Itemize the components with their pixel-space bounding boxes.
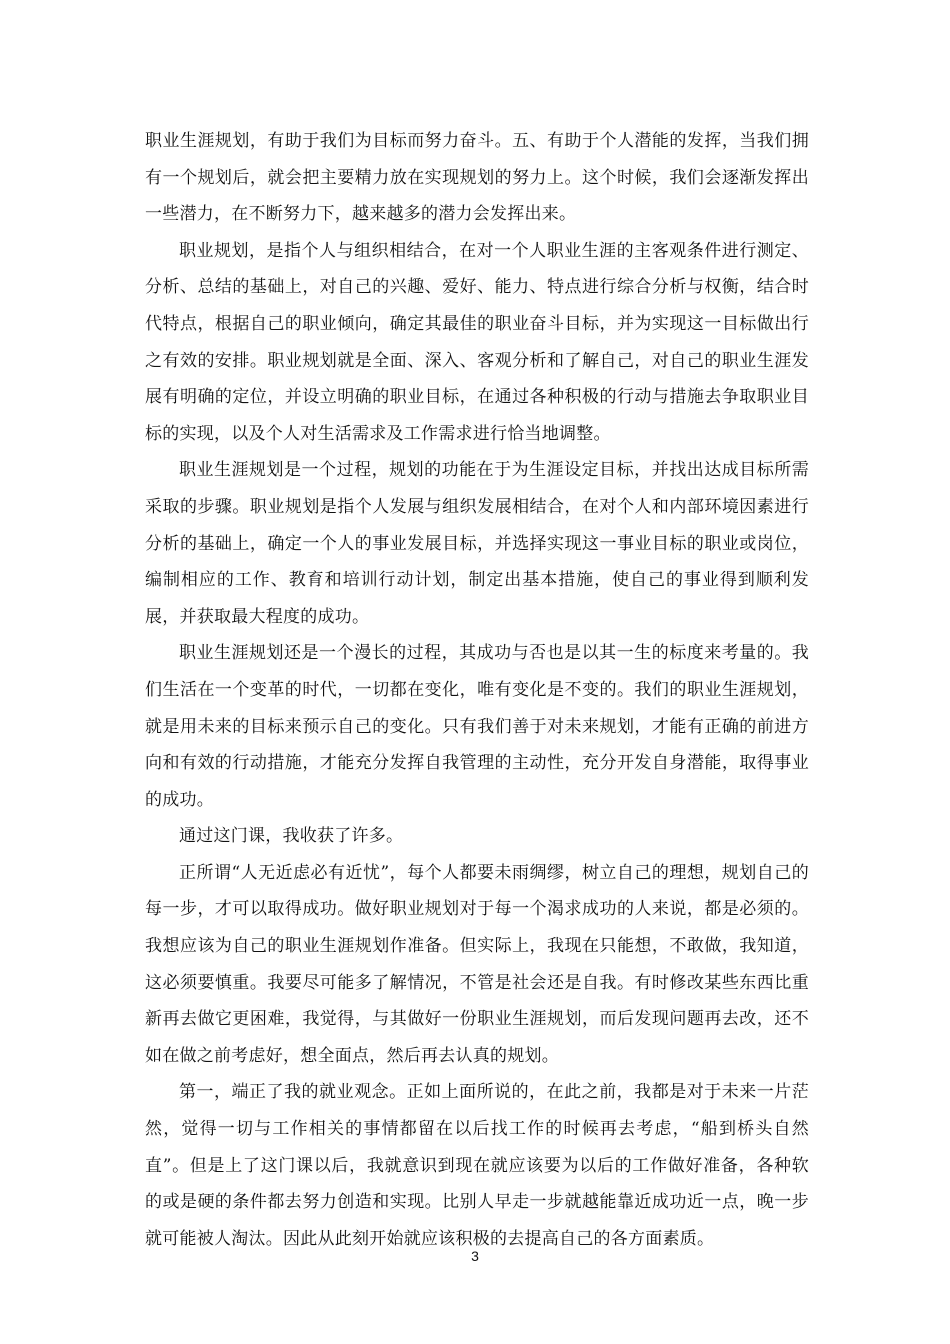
paragraph-first-point: 第一，端正了我的就业观念。正如上面所说的，在此之前，我都是对于未来一片茫然，觉得一切与工作相关的事情都留在以后找工作的时候再去考虑，“船到桥头自然直”。但是上了这门课以后，我就意识到现在就应该要为以后的工作做好准备，各种软的或是硬的条件都去努力创造和实现。比别人早走一步就越能靠近成功近一点，晚一步就可能被人淘汰。因此从此刻开始就应该积极的去提高自己的各方面素质。 — [145, 1082, 809, 1249]
page-number: 3 — [471, 1248, 479, 1264]
paragraph-continuation: 职业生涯规划，有助于我们为目标而努力奋斗。五、有助于个人潜能的发挥，当我们拥有一个规划后，就会把主要精力放在实现规划的努力上。这个时候，我们会逐渐发挥出一些潜力，在不断努力下，越来越多的潜力会发挥出来。 — [145, 131, 809, 225]
paragraph-long-process: 职业生涯规划还是一个漫长的过程，其成功与否也是以其一生的标度来考量的。我们生活在一个变革的时代，一切都在变化，唯有变化是不变的。我们的职业生涯规划，就是用未来的目标来预示自己的变化。只有我们善于对未来规划，才能有正确的前进方向和有效的行动措施，才能充分发挥自我管理的主动性，充分开发自身潜能，取得事业的成功。 — [145, 643, 809, 810]
document-body — [145, 123, 809, 1257]
paragraph-career-planning-definition: 职业规划，是指个人与组织相结合，在对一个人职业生涯的主客观条件进行测定、分析、总结的基础上，对自己的兴趣、爱好、能力、特点进行综合分析与权衡，结合时代特点，根据自己的职业倾向，确定其最佳的职业奋斗目标，并为实现这一目标做出行之有效的安排。职业规划就是全面、深入、客观分析和了解自己，对自己的职业生涯发展有明确的定位，并设立明确的职业目标，在通过各种积极的行动与措施去争取职业目标的实现，以及个人对生活需求及工作需求进行恰当地调整。 — [145, 240, 809, 444]
paragraph-career-planning-process: 职业生涯规划是一个过程，规划的功能在于为生涯设定目标，并找出达成目标所需采取的步骤。职业规划是指个人发展与组织发展相结合，在对个人和内部环境因素进行分析的基础上，确定一个人的事业发展目标，并选择实现这一事业目标的职业或岗位，编制相应的工作、教育和培训行动计划，制定出基本措施，使自己的事业得到顺利发展，并获取最大程度的成功。 — [145, 460, 809, 627]
paragraph-proverb: 正所谓“人无近虑必有近忧”，每个人都要未雨绸缪，树立自己的理想，规划自己的每一步，才可以取得成功。做好职业规划对于每一个渴求成功的人来说，都是必须的。我想应该为自己的职业生涯规划作准备。但实际上，我现在只能想，不敢做，我知道，这必须要慎重。我要尽可能多了解情况，不管是社会还是自我。有时修改某些东西比重新再去做它更困难，我觉得，与其做好一份职业生涯规划，而后发现问题再去改，还不如在做之前考虑好，想全面点，然后再去认真的规划。 — [145, 862, 809, 1066]
paragraph-course-gain: 通过这门课，我收获了许多。 — [179, 826, 404, 847]
